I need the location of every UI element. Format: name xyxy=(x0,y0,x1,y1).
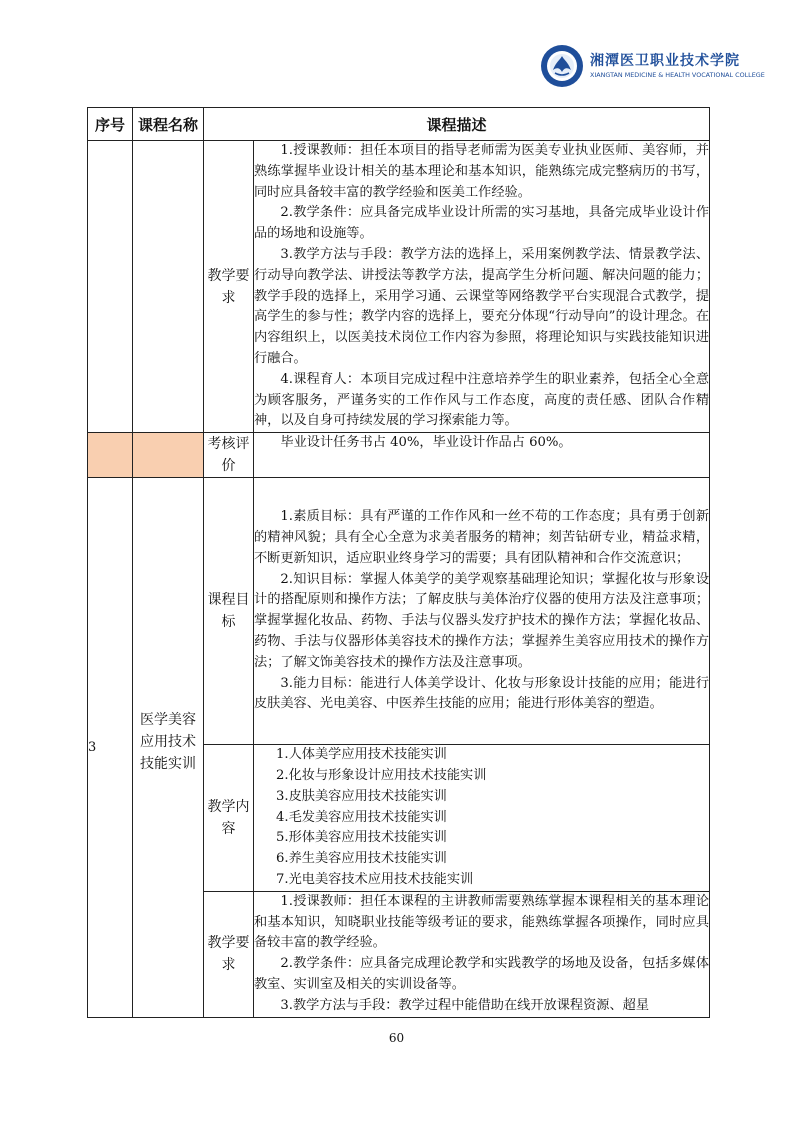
list-item: 2.化妆与形象设计应用技术技能实训 xyxy=(276,767,487,783)
table-row xyxy=(88,141,710,433)
header-no: 序号 xyxy=(88,108,133,141)
teach-req-item: 2.教学条件：应具备完成毕业设计所需的实习基地，具备完成毕业设计作品的场地和设施等。 xyxy=(254,205,710,242)
req-desc xyxy=(254,891,710,1017)
list-item: 7.光电美容技术应用技术技能实训 xyxy=(276,871,474,887)
goal-desc xyxy=(254,478,710,745)
list-item: 5.形体美容应用技术技能实训 xyxy=(276,830,447,846)
list-item: 6.养生美容应用技术技能实训 xyxy=(276,851,447,867)
list-item: 3.皮肤美容应用技术技能实训 xyxy=(276,788,447,804)
table-row xyxy=(88,433,710,478)
list-item: 4.毛发美容应用技术技能实训 xyxy=(276,809,447,825)
teach-req-desc xyxy=(254,141,710,433)
teach-req-item: 1.授课教师：担任本项目的指导老师需为医美专业执业医师、美容师，并熟练掌握毕业设计相关的基本理论和基本知识，能熟练完成完整病历的书写，同时应具备较丰富的教学经验和医美工作经验。 xyxy=(254,143,710,200)
goal-item: 1.素质目标：具有严谨的工作作风和一丝不苟的工作态度；具有勇于创新的精神风貌；具有全心全意为求美者服务的精神；刻苦钻研专业，精益求精，不断更新知识，适应职业终身学习的需要；具有团队精神和合作交流意识； xyxy=(254,509,710,566)
goal-item: 2.知识目标：掌握人体美学的美学观察基础理论知识；掌握化妆与形象设计的搭配原则和操作方法；了解皮肤与美体治疗仪器的使用方法及注意事项；掌握掌握化妆品、药物、手法与仪器头发疗护技术的操作方法；掌握化妆品、药物、手法与仪器形体美容技术的操作方法；掌握养生美容应用技术的操作方法；了解文饰美容技术的操作方法及注意事项。 xyxy=(254,571,710,670)
course-name: 医学美容应用技术技能实训 xyxy=(133,478,204,1017)
req-item: 3.教学方法与手段：教学过程中能借助在线开放课程资源、超星 xyxy=(280,997,650,1013)
content-list xyxy=(254,745,710,892)
header-desc: 课程描述 xyxy=(204,108,710,141)
school-emblem-icon xyxy=(540,44,584,88)
goal-item: 3.能力目标：能进行人体美学设计、化妆与形象设计技能的应用；能进行皮肤美容、光电美容、中医养生技能的应用；能进行形体美容的塑造。 xyxy=(254,675,710,712)
assess-label: 考核评价 xyxy=(204,433,254,478)
teach-req-label: 教学要求 xyxy=(204,141,254,433)
no-cell-highlight xyxy=(88,433,133,478)
school-name-cn: 湘潭医卫职业技术学院 xyxy=(590,53,740,69)
header-course: 课程名称 xyxy=(133,108,204,141)
course-cell-empty xyxy=(133,141,204,433)
req-item: 2.教学条件：应具备完成理论教学和实践教学的场地及设备，包括多媒体教室、实训室及相关的实训设备等。 xyxy=(254,956,710,992)
teach-req-item: 4.课程育人：本项目完成过程中注意培养学生的职业素养，包括全心全意为顾客服务，严谨务实的工作作风与工作态度，高度的责任感、团队合作精神，以及自身可持续发展的学习探索能力等。 xyxy=(254,371,710,429)
course-table xyxy=(87,107,710,1018)
row-number: 3 xyxy=(88,478,133,1017)
school-name-en: XIANGTAN MEDICINE & HEALTH VOCATIONAL COLLEGE xyxy=(590,71,765,79)
table-header-row xyxy=(88,108,710,141)
assess-desc: 毕业设计任务书占 40%，毕业设计作品占 60%。 xyxy=(254,433,710,478)
content-label: 教学内容 xyxy=(204,745,254,892)
course-cell-highlight xyxy=(133,433,204,478)
teach-req-item: 3.教学方法与手段：教学方法的选择上，采用案例教学法、情景教学法、行动导向教学法、讲授法等教学方法，提高学生分析问题、解决问题的能力；教学手段的选择上，采用学习通、云课堂等网络教学平台实现混合式教学，提高学生的参与性；教学内容的选择上，要充分体现“行动导向”的设计理念。在内容组织上，以医美技术岗位工作内容为参照，将理论知识与实践技能知识进行融合。 xyxy=(254,246,710,366)
school-logo xyxy=(540,44,765,88)
req-label: 教学要求 xyxy=(204,891,254,1017)
goal-label: 课程目标 xyxy=(204,478,254,745)
list-item: 1.人体美学应用技术技能实训 xyxy=(276,747,447,763)
table-row xyxy=(88,478,710,745)
page-number: 60 xyxy=(388,1031,405,1045)
no-cell-empty xyxy=(88,141,133,433)
req-item: 1.授课教师：担任本课程的主讲教师需要熟练掌握本课程相关的基本理论和基本知识，知晓职业技能等级考证的要求，能熟练掌握各项操作，同时应具备较丰富的教学经验。 xyxy=(254,893,710,951)
